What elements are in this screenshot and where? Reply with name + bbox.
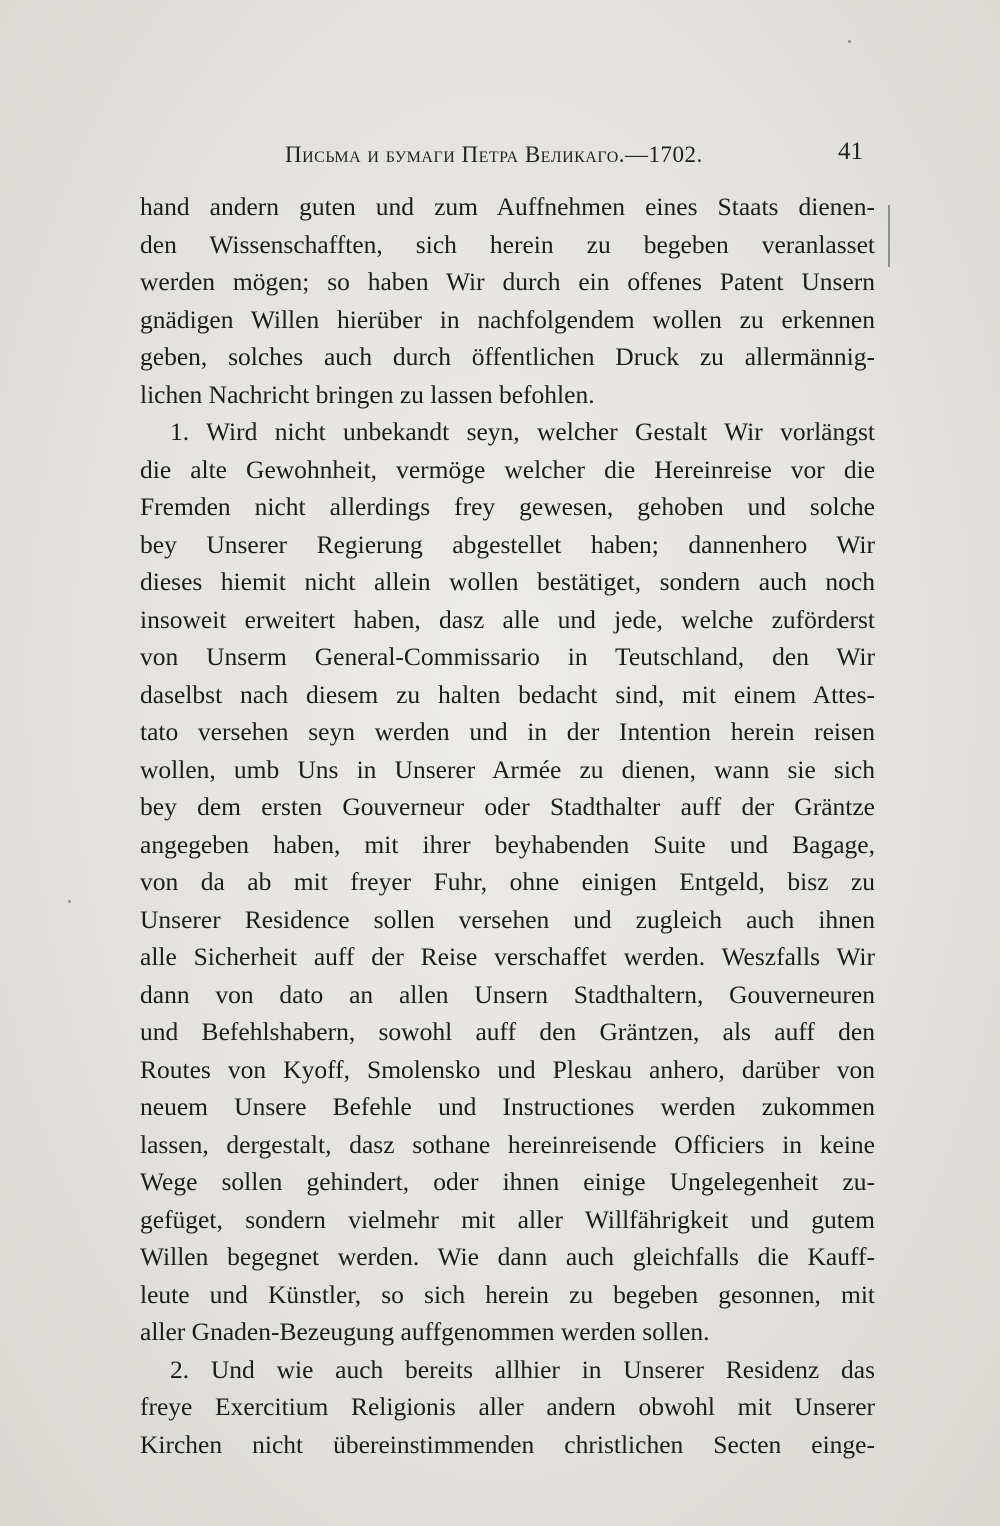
text-line: neuem Unsere Befehle und Instructiones werden zukommen bbox=[140, 1092, 875, 1121]
text-line: gnädigen Willen hierüber in nachfolgendem wollen zu erkennen bbox=[140, 304, 875, 334]
text-line: wollen, umb Uns in Unserer Armée zu dienen, wann sie sich bbox=[140, 754, 875, 784]
running-head bbox=[140, 138, 875, 178]
text-line: angegeben haben, mit ihrer beyhabenden Suite und Bagage, bbox=[140, 829, 875, 859]
text-line: insoweit erweitert haben, dasz alle und jede, welche zuförderst bbox=[140, 604, 875, 634]
text-line: den Wissenschafften, sich herein zu begeben veranlasset bbox=[140, 229, 875, 259]
margin-speck bbox=[848, 40, 851, 43]
page-number: 41 bbox=[838, 138, 863, 165]
text-line: hand andern guten und zum Auffnehmen eines Staats dienen- bbox=[140, 192, 875, 221]
paragraph-start-line: 2. Und wie auch bereits allhier in Unserer Residenz das bbox=[170, 1354, 875, 1384]
text-line: Fremden nicht allerdings frey gewesen, gehoben und solche bbox=[140, 492, 875, 521]
text-line: bey Unserer Regierung abgestellet haben; dannenhero Wir bbox=[140, 529, 875, 559]
text-line: daselbst nach diesem zu halten bedacht sind, mit einem Attes- bbox=[140, 679, 875, 709]
text-line: dieses hiemit nicht allein wollen bestätiget, sondern auch noch bbox=[140, 567, 875, 596]
text-line: Routes von Kyoff, Smolensko und Pleskau anhero, darüber von bbox=[140, 1054, 875, 1084]
text-line: alle Sicherheit auff der Reise verschaffet werden. Weszfalls Wir bbox=[140, 942, 875, 971]
text-line: leute und Künstler, so sich herein zu begeben gesonnen, mit bbox=[140, 1279, 875, 1309]
text-line: aller Gnaden-Bezeugung auffgenommen werden sollen. bbox=[140, 1317, 710, 1346]
text-line: lassen, dergestalt, dasz sothane hereinreisende Officiers in keine bbox=[140, 1129, 875, 1159]
text-line: von da ab mit freyer Fuhr, ohne einigen Entgeld, bisz zu bbox=[140, 867, 875, 896]
text-line: lichen Nachricht bringen zu lassen befohlen. bbox=[140, 379, 595, 409]
running-head-title: Письма и бумаги Петра Великаго.—1702. bbox=[285, 142, 703, 167]
text-line: von Unserm General-Commissario in Teutschland, den Wir bbox=[140, 642, 875, 671]
text-line: dann von dato an allen Unsern Stadthaltern, Gouverneuren bbox=[140, 979, 875, 1009]
text-line: gefüget, sondern vielmehr mit aller Willfährigkeit und gutem bbox=[140, 1204, 875, 1234]
text-line: werden mögen; so haben Wir durch ein offenes Patent Unsern bbox=[140, 267, 875, 296]
text-line: und Befehlshabern, sowohl auff den Gräntzen, als auff den bbox=[140, 1017, 875, 1046]
text-line: bey dem ersten Gouverneur oder Stadthalter auff der Gräntze bbox=[140, 792, 875, 821]
text-line: die alte Gewohnheit, vermöge welcher die Hereinreise vor die bbox=[140, 454, 875, 484]
margin-pencil-mark bbox=[888, 205, 890, 267]
body-text bbox=[140, 188, 875, 1463]
text-line: Kirchen nicht übereinstimmenden christlichen Secten einge- bbox=[140, 1429, 875, 1459]
text-line: freye Exercitium Religionis aller andern obwohl mit Unserer bbox=[140, 1392, 875, 1421]
margin-speck bbox=[68, 900, 71, 903]
text-line: Unserer Residence sollen versehen und zugleich auch ihnen bbox=[140, 904, 875, 934]
text-line: geben, solches auch durch öffentlichen Druck zu allermännig- bbox=[140, 342, 875, 371]
text-line: Wege sollen gehindert, oder ihnen einige Ungelegenheit zu- bbox=[140, 1167, 875, 1196]
paragraph-start-line: 1. Wird nicht unbekandt seyn, welcher Gestalt Wir vorlängst bbox=[170, 417, 875, 446]
text-line: tato versehen seyn werden und in der Intention herein reisen bbox=[140, 717, 875, 746]
text-line: Willen begegnet werden. Wie dann auch gleichfalls die Kauff- bbox=[140, 1242, 875, 1271]
